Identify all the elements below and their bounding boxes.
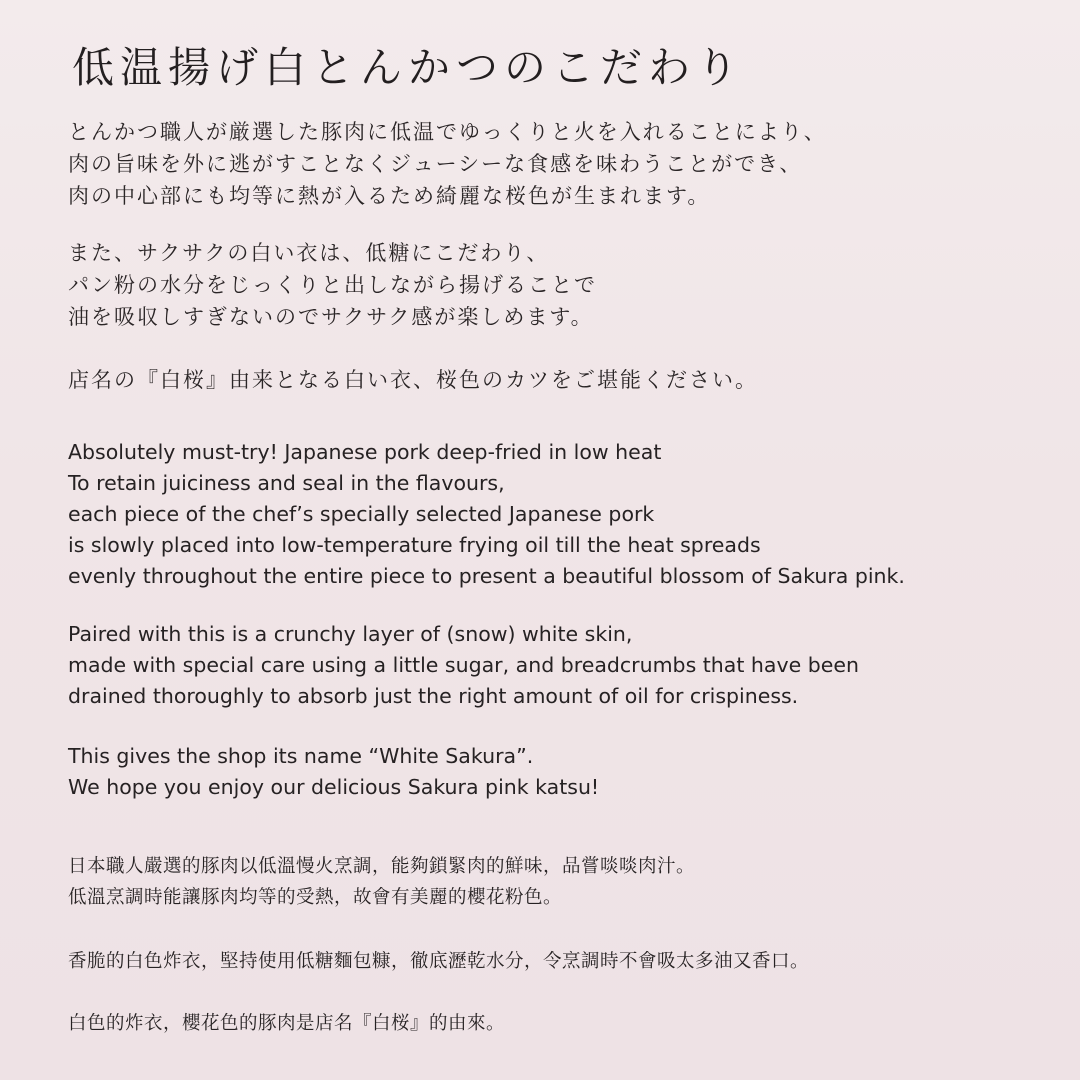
english-paragraph-1 (68, 437, 905, 592)
text-line: Paired with this is a crunchy layer of (snow) white skin, (68, 622, 633, 646)
text-line: This gives the shop its name “White Sakura”. (68, 744, 534, 768)
text-line: To retain juiciness and seal in the flavours, (68, 471, 505, 495)
text-line: 肉の中心部にも均等に熱が入るため綺麗な桜色が生まれます。 (68, 184, 711, 208)
japanese-paragraph-3 (68, 364, 758, 396)
text-line: made with special care using a little sugar, and breadcrumbs that have been (68, 653, 859, 677)
english-paragraph-2 (68, 619, 859, 712)
text-line: evenly throughout the entire piece to present a beautiful blossom of Sakura pink. (68, 564, 905, 588)
japanese-paragraph-2 (68, 237, 597, 333)
text-line: とんかつ職人が厳選した豚肉に低温でゆっくりと火を入れることにより、 (68, 120, 827, 144)
chinese-paragraph-3 (68, 1008, 505, 1039)
text-line: drained thoroughly to absorb just the right amount of oil for crispiness. (68, 684, 799, 708)
japanese-paragraph-1 (68, 116, 827, 212)
text-line: each piece of the chef’s specially selected Japanese pork (68, 502, 655, 526)
text-line: is slowly placed into low-temperature frying oil till the heat spreads (68, 533, 761, 557)
text-line: 低溫烹調時能讓豚肉均等的受熱，故會有美麗的櫻花粉色。 (68, 887, 563, 908)
text-line: 肉の旨味を外に逃がすことなくジューシーな食感を味わうことができ、 (68, 152, 803, 176)
text-line: 日本職人嚴選的豚肉以低溫慢火烹調，能夠鎖緊肉的鮮味，品嘗啖啖肉汁。 (68, 856, 696, 877)
text-line: 香脆的白色炸衣，堅持使用低糖麵包糠，徹底瀝乾水分，令烹調時不會吸太多油又香口。 (68, 951, 810, 972)
page-title: 低温揚げ白とんかつのこだわり (72, 43, 745, 92)
text-line: 油を吸収しすぎないのでサクサク感が楽しめます。 (68, 305, 594, 329)
text-line: パン粉の水分をじっくりと出しながら揚げることで (68, 273, 597, 297)
chinese-paragraph-1 (68, 851, 695, 913)
chinese-paragraph-2 (68, 946, 809, 977)
text-line: Absolutely must-try! Japanese pork deep-fried in low heat (68, 440, 662, 464)
text-line: 白色的炸衣，櫻花色的豚肉是店名『白桜』的由來。 (68, 1013, 506, 1034)
text-line: 店名の『白桜』由来となる白い衣、桜色のカツをご堪能ください。 (68, 368, 758, 392)
text-line: また、サクサクの白い衣は、低糖にこだわり、 (68, 241, 550, 265)
english-paragraph-3 (68, 741, 599, 803)
text-line: We hope you enjoy our delicious Sakura pink katsu! (68, 775, 600, 799)
